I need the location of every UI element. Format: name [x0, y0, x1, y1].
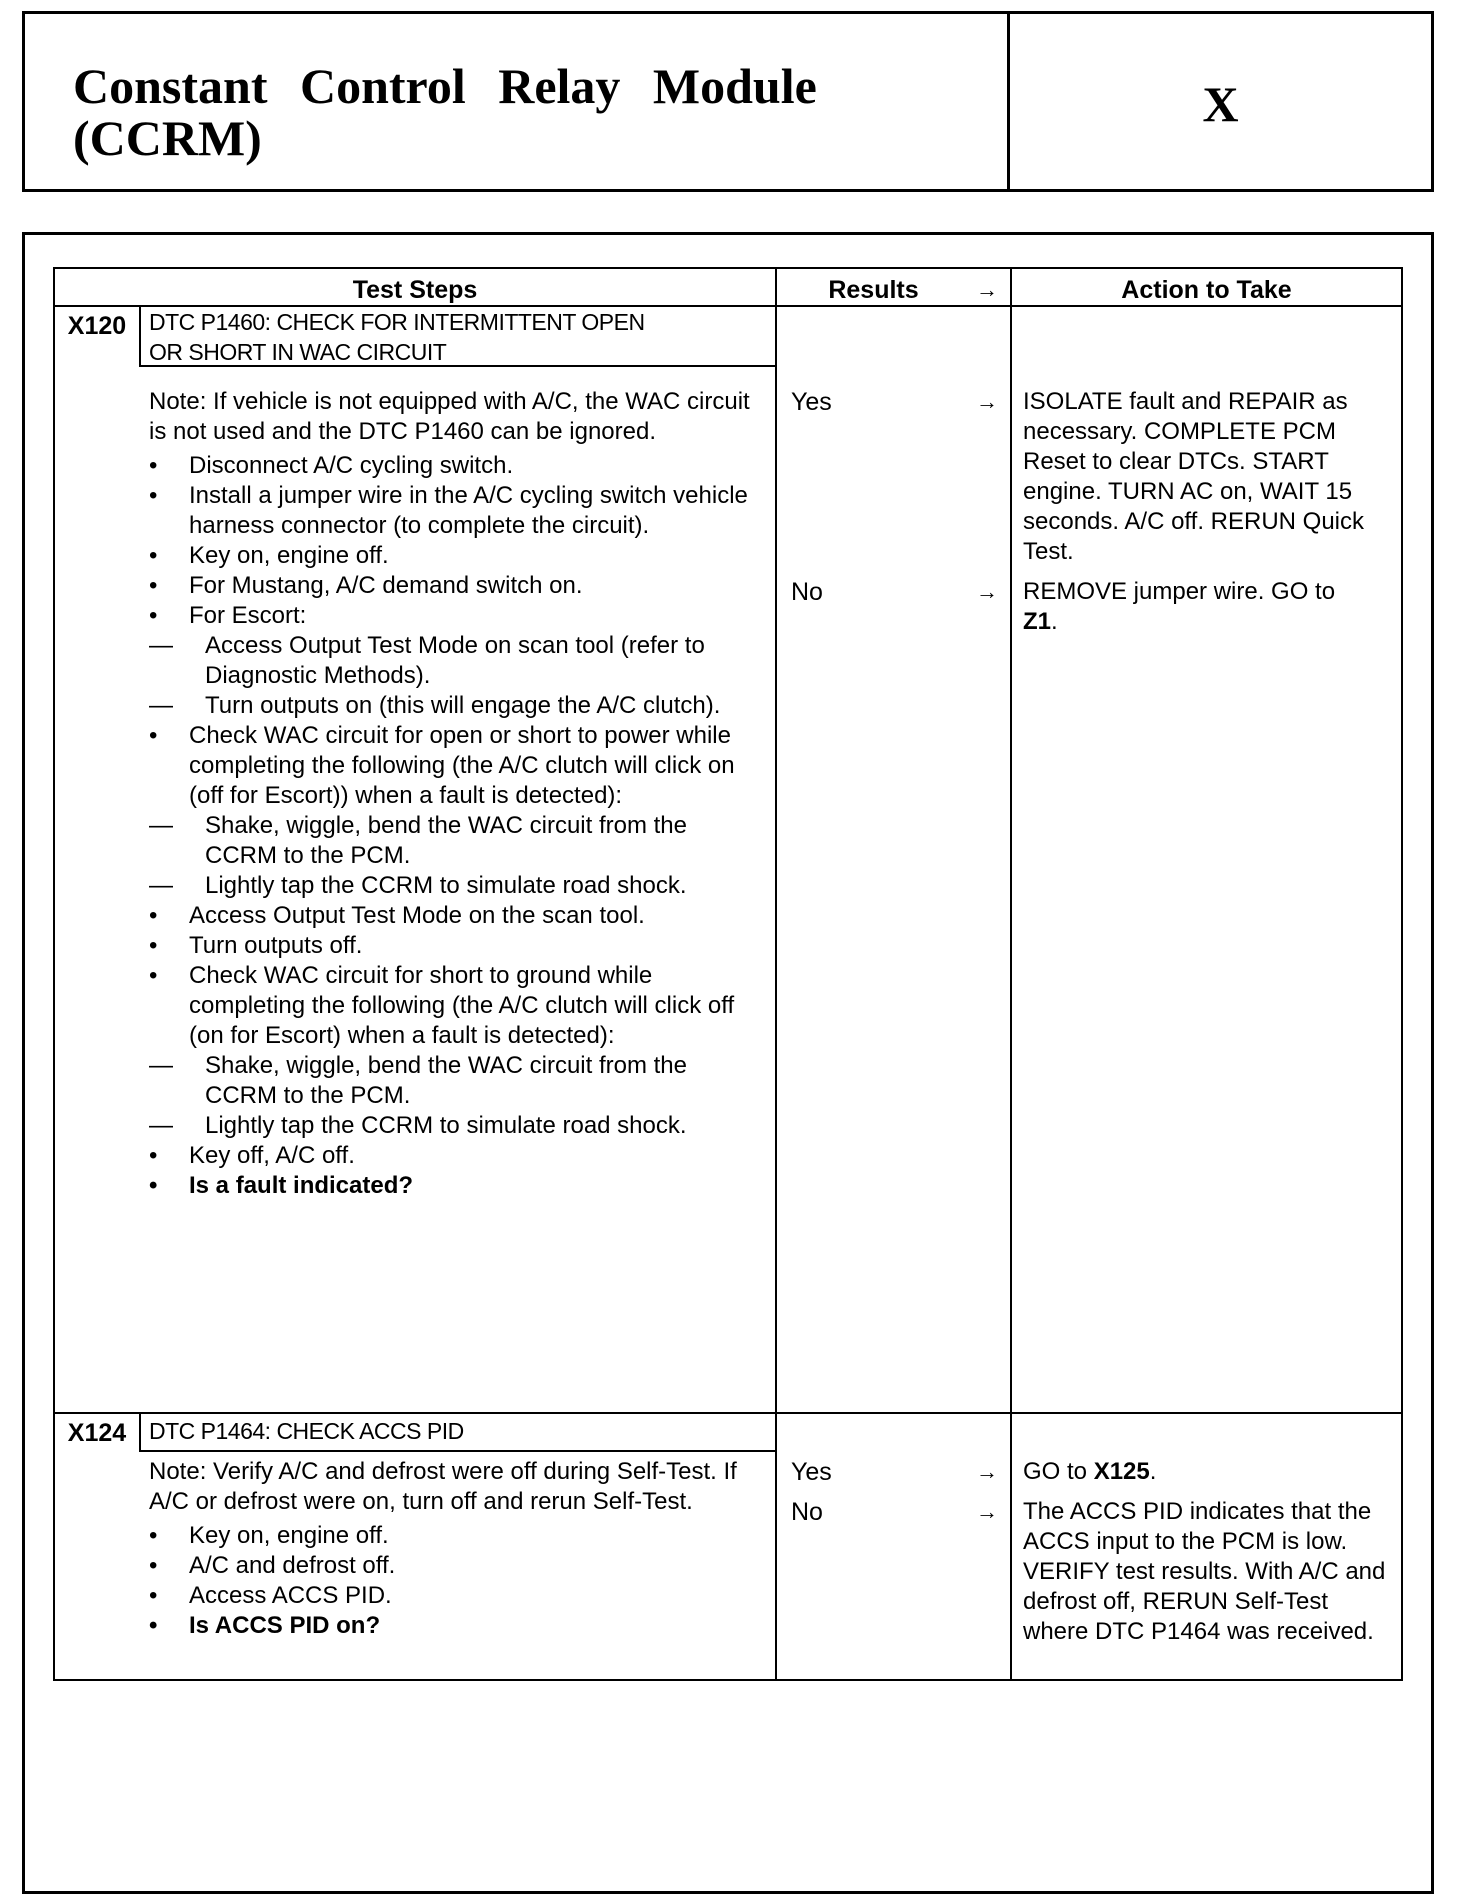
x124-yes-action-text: GO to — [1023, 1458, 1088, 1485]
x120-yes-label: Yes — [791, 388, 832, 416]
results-arrow: → — [976, 277, 998, 302]
list-item: • Key off, A/C off. — [149, 1141, 759, 1171]
x120-escort-sublist — [149, 631, 759, 721]
x124-yes-action-end: . — [1149, 1458, 1157, 1485]
col-test-steps: Test Steps — [352, 276, 478, 304]
list-item: — Lightly tap the CCRM to simulate road shock. — [149, 871, 759, 901]
x124-question: • Is ACCS PID on? — [149, 1611, 759, 1641]
page-title-line1: Constant Control Relay Module — [73, 58, 817, 114]
x120-open-sublist — [149, 811, 759, 901]
x124-title-rule — [139, 1450, 775, 1452]
x120-no-action — [1023, 577, 1398, 637]
list-item: • Access ACCS PID. — [149, 1581, 759, 1611]
list-item: • Access Output Test Mode on the scan tool. — [149, 901, 759, 931]
list-item: • Key on, engine off. — [149, 541, 759, 571]
x124-no-action: The ACCS PID indicates that the ACCS input to the PCM is low. VERIFY test results. With A/C and defrost off, RERUN Self-Test where DTC P1464 was received. — [1023, 1498, 1386, 1645]
page-header — [22, 11, 1434, 192]
step-separator-rule — [55, 1412, 1401, 1414]
x124-step-id: X124 — [67, 1419, 127, 1447]
x120-no-label: No — [791, 578, 823, 606]
x120-title-line2: OR SHORT IN WAC CIRCUIT — [149, 339, 447, 365]
list-item: — Access Output Test Mode on scan tool (refer to Diagnostic Methods). — [149, 631, 759, 691]
list-item: • Install a jumper wire in the A/C cycling switch vehicle harness connector (to complete the circuit). — [149, 481, 759, 541]
col-results: Results — [828, 276, 919, 304]
x124-no-label: No — [791, 1498, 823, 1526]
list-item: — Turn outputs on (this will engage the A/C clutch). — [149, 691, 759, 721]
x124-yes-action — [1023, 1457, 1398, 1487]
list-item: • Turn outputs off. — [149, 931, 759, 961]
list-item: — Lightly tap the CCRM to simulate road shock. — [149, 1111, 759, 1141]
x124-id-divider — [139, 1414, 141, 1452]
x120-no-action-text: REMOVE jumper wire. GO to — [1023, 578, 1336, 605]
x124-yes-action-ref: X125 — [1093, 1458, 1150, 1485]
x124-instructions — [149, 1457, 759, 1641]
x120-yes-arrow: → — [976, 389, 998, 414]
page-title-line2: (CCRM) — [73, 110, 262, 166]
x120-bullet-list — [149, 451, 759, 1201]
list-item: • A/C and defrost off. — [149, 1551, 759, 1581]
x120-title — [149, 307, 645, 367]
x120-step-id: X120 — [67, 312, 127, 340]
action-column-divider — [1010, 269, 1012, 1679]
section-letter: X — [1202, 76, 1239, 132]
x124-no-arrow: → — [976, 1499, 998, 1524]
x124-yes-arrow: → — [976, 1459, 998, 1484]
x120-ground-check: Check WAC circuit for short to ground while completing the following (the A/C clutch will click off (on for Escort) when a fault is detected): — [189, 962, 735, 1049]
x120-instructions — [149, 387, 759, 1201]
list-item — [149, 601, 759, 721]
x120-no-action-ref: Z1 — [1023, 608, 1052, 635]
x124-note: Note: Verify A/C and defrost were off during Self-Test. If A/C or defrost were on, turn off and rerun Self-Test. — [149, 1458, 737, 1515]
list-item: • For Mustang, A/C demand switch on. — [149, 571, 759, 601]
x124-bullet-list — [149, 1521, 759, 1641]
x120-id-divider — [139, 307, 141, 367]
page-title — [73, 60, 1013, 164]
x124-title: DTC P1464: CHECK ACCS PID — [149, 1418, 464, 1444]
x120-escort-label: For Escort: — [189, 602, 307, 629]
x120-no-arrow: → — [976, 579, 998, 604]
list-item: • Disconnect A/C cycling switch. — [149, 451, 759, 481]
results-column-divider — [775, 269, 777, 1679]
list-item: • Key on, engine off. — [149, 1521, 759, 1551]
x120-no-action-end: . — [1051, 608, 1058, 635]
x120-note: Note: If vehicle is not equipped with A/C, the WAC circuit is not used and the DTC P1460 can be ignored. — [149, 388, 750, 445]
x120-question: • Is a fault indicated? — [149, 1171, 759, 1201]
list-item — [149, 721, 759, 901]
x120-title-line1: DTC P1460: CHECK FOR INTERMITTENT OPEN — [149, 309, 645, 335]
diagnostic-table — [53, 267, 1403, 1681]
x120-open-check: Check WAC circuit for open or short to power while completing the following (the A/C clutch will click on (off for Escort)) when a fault is detected): — [189, 722, 735, 809]
col-action: Action to Take — [1121, 276, 1292, 304]
list-item — [149, 961, 759, 1141]
list-item: — Shake, wiggle, bend the WAC circuit from the CCRM to the PCM. — [149, 1051, 759, 1111]
x124-yes-label: Yes — [791, 1458, 832, 1486]
x120-yes-action: ISOLATE fault and REPAIR as necessary. COMPLETE PCM Reset to clear DTCs. START engine. TURN AC on, WAIT 15 seconds. A/C off. RERUN Quick Test. — [1023, 388, 1365, 565]
x120-ground-sublist — [149, 1051, 759, 1141]
list-item: — Shake, wiggle, bend the WAC circuit from the CCRM to the PCM. — [149, 811, 759, 871]
